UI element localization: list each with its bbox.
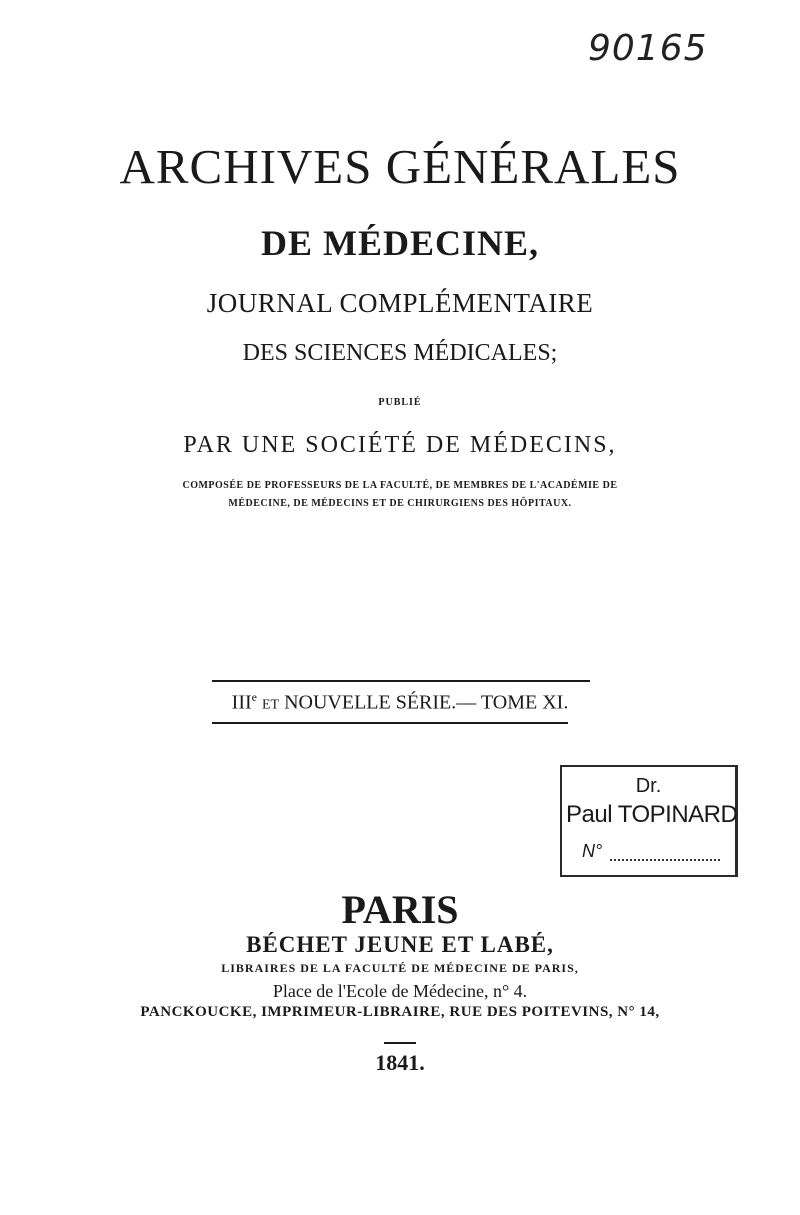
stamp-owner-name: Paul TOPINARD [566, 801, 738, 828]
imprint-publisher: BÉCHET JEUNE ET LABÉ, [246, 932, 554, 957]
stamp-number-label: N° [582, 841, 603, 861]
shelfmark-annotation: 90165 [588, 28, 708, 69]
journal-description: JOURNAL COMPLÉMENTAIRE [206, 288, 594, 318]
imprint-publisher-role: LIBRAIRES DE LA FACULTÉ DE MÉDECINE DE PARIS, [221, 961, 579, 975]
published-label: PUBLIÉ [378, 397, 422, 408]
journal-subtitle: DE MÉDECINE, [260, 223, 540, 263]
publisher-society: PAR UNE SOCIÉTÉ DE MÉDECINS, [183, 432, 617, 458]
society-composition-line2: MÉDECINE, DE MÉDECINS ET DE CHIRURGIENS DES HÔPITAUX. [228, 498, 572, 509]
ownership-stamp [560, 765, 738, 877]
imprint-printer: PANCKOUCKE, IMPRIMEUR-LIBRAIRE, RUE DES POITEVINS, N° 14, [140, 1004, 660, 1020]
stamp-number-line [610, 859, 720, 861]
journal-field: DES SCIENCES MÉDICALES; [242, 340, 558, 366]
imprint-city: PARIS [341, 887, 459, 932]
imprint-address: Place de l'Ecole de Médecine, n° 4. [272, 981, 528, 1001]
series-numeral: III [231, 691, 252, 714]
series-text: NOUVELLE SÉRIE.— TOME XI. [284, 691, 569, 714]
series-numeral-suffix: e [251, 690, 257, 704]
imprint-year: 1841. [375, 1050, 425, 1075]
series-et: ET [261, 697, 280, 713]
series-rule-bottom [212, 722, 568, 724]
imprint-divider [384, 1042, 416, 1044]
society-composition-line1: COMPOSÉE DE PROFESSEURS DE LA FACULTÉ, DE MEMBRES DE L'ACADÉMIE DE [182, 480, 618, 491]
series-rule-top [212, 680, 590, 682]
stamp-title: Dr. [635, 775, 662, 797]
series-line [0, 690, 800, 715]
journal-title: ARCHIVES GÉNÉRALES [119, 139, 681, 194]
